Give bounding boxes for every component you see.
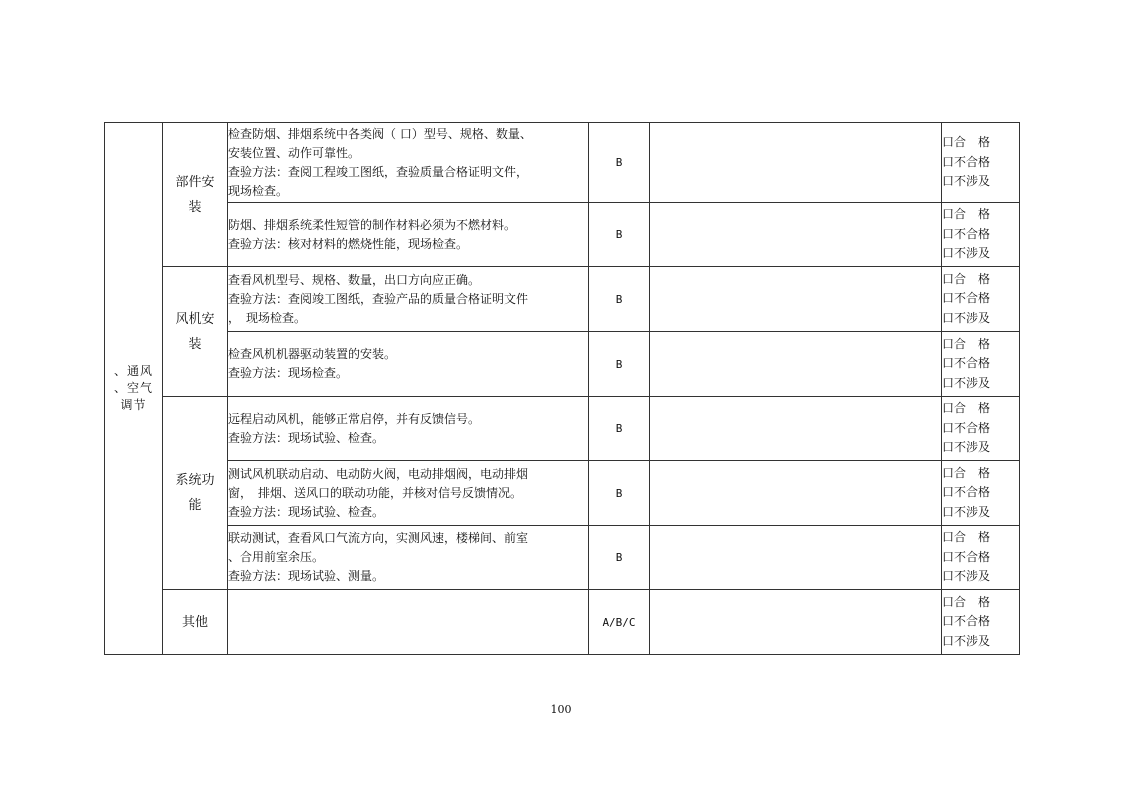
importance-level: B	[589, 123, 650, 203]
result-fail-option[interactable]: 口不合格	[942, 420, 991, 435]
result-fail-option[interactable]: 口不合格	[942, 485, 991, 500]
system-category-line: 调节	[120, 398, 147, 412]
content-line: 现场检查。	[228, 183, 289, 198]
result-pass-option[interactable]: 口合 格	[942, 594, 991, 609]
result-options	[942, 267, 1020, 332]
inspection-content	[228, 526, 589, 590]
importance-level: B	[589, 267, 650, 332]
content-line: 查看风机型号、规格、数量，出口方向应正确。	[228, 272, 481, 287]
result-options	[942, 397, 1020, 461]
result-na-option[interactable]: 口不涉及	[942, 375, 991, 390]
inspection-content[interactable]	[228, 590, 589, 655]
content-line: 查验方法：现场试验、检查。	[228, 430, 385, 445]
subitem-label-line: 其他	[181, 614, 208, 630]
result-fail-option[interactable]: 口不合格	[942, 291, 991, 306]
inspection-content	[228, 461, 589, 526]
importance-level: A/B/C	[589, 590, 650, 655]
inspection-content	[228, 397, 589, 461]
table-row	[105, 590, 1020, 655]
result-na-option[interactable]: 口不涉及	[942, 633, 991, 648]
result-options	[942, 203, 1020, 267]
record-cell[interactable]	[650, 332, 942, 397]
table-row	[105, 397, 1020, 461]
content-line: 查验方法：核对材料的燃烧性能，现场检查。	[228, 236, 469, 251]
result-fail-option[interactable]: 口不合格	[942, 226, 991, 241]
subitem-label-line: 风机安	[175, 311, 215, 327]
subitem-label-line: 装	[188, 336, 202, 352]
result-pass-option[interactable]: 口合 格	[942, 135, 991, 150]
importance-level: B	[589, 461, 650, 526]
system-category-line: 、通风	[113, 364, 153, 378]
importance-level: B	[589, 397, 650, 461]
inspection-table	[104, 122, 1020, 655]
record-cell[interactable]	[650, 590, 942, 655]
system-category-cell	[105, 123, 163, 655]
content-line: 查验方法：现场检查。	[228, 366, 349, 380]
result-pass-option[interactable]: 口合 格	[942, 207, 991, 222]
result-options	[942, 123, 1020, 203]
result-fail-option[interactable]: 口不合格	[942, 549, 991, 564]
content-line: 窗， 排烟、送风口的联动功能，并核对信号反馈情况。	[228, 485, 523, 500]
table-row	[105, 461, 1020, 526]
subitem-other	[163, 590, 228, 655]
table-row	[105, 332, 1020, 397]
result-pass-option[interactable]: 口合 格	[942, 465, 991, 480]
table-row	[105, 203, 1020, 267]
result-na-option[interactable]: 口不涉及	[942, 174, 991, 189]
result-fail-option[interactable]: 口不合格	[942, 614, 991, 629]
record-cell[interactable]	[650, 397, 942, 461]
content-line: 远程启动风机，能够正常启停，并有反馈信号。	[228, 411, 481, 426]
inspection-content	[228, 123, 589, 203]
result-na-option[interactable]: 口不涉及	[942, 246, 991, 261]
content-line: 测试风机联动启动、电动防火阀，电动排烟阀，电动排烟	[228, 466, 529, 481]
record-cell[interactable]	[650, 123, 942, 203]
subitem-label-line: 系统功	[175, 473, 215, 488]
content-line: 查验方法：查阅竣工图纸，查验产品的质量合格证明文件	[228, 291, 529, 306]
subitem-label-line: 装	[188, 199, 202, 215]
content-line: 、合用前室余压。	[228, 550, 325, 564]
content-line: 防烟、排烟系统柔性短管的制作材料必须为不燃材料。	[228, 217, 517, 232]
result-options	[942, 461, 1020, 526]
page-number: 100	[550, 703, 572, 716]
content-line: ， 现场检查。	[228, 310, 307, 325]
result-fail-option[interactable]: 口不合格	[942, 356, 991, 371]
content-line: 查验方法：现场试验、测量。	[228, 569, 385, 583]
content-line: 检查防烟、排烟系统中各类阀（ 口）型号、规格、数量、	[228, 126, 532, 141]
result-pass-option[interactable]: 口合 格	[942, 336, 991, 351]
content-line: 检查风机机器驱动装置的安装。	[228, 347, 397, 361]
table-row	[105, 123, 1020, 203]
importance-level: B	[589, 203, 650, 267]
subitem-label-line: 部件安	[175, 174, 215, 190]
record-cell[interactable]	[650, 526, 942, 590]
result-pass-option[interactable]: 口合 格	[942, 271, 991, 286]
content-line: 查验方法：现场试验、检查。	[228, 504, 385, 519]
importance-level: B	[589, 526, 650, 590]
result-na-option[interactable]: 口不涉及	[942, 569, 991, 584]
result-na-option[interactable]: 口不涉及	[942, 504, 991, 519]
content-line: 联动测试，查看风口气流方向，实测风速，楼梯间、前室	[228, 531, 529, 545]
result-na-option[interactable]: 口不涉及	[942, 440, 991, 455]
result-options	[942, 590, 1020, 655]
inspection-content	[228, 203, 589, 267]
inspection-content	[228, 332, 589, 397]
result-options	[942, 526, 1020, 590]
content-line: 安装位置、动作可靠性。	[228, 145, 361, 160]
result-pass-option[interactable]: 口合 格	[942, 401, 991, 416]
table-row	[105, 526, 1020, 590]
subitem-label-line: 能	[188, 498, 202, 513]
record-cell[interactable]	[650, 203, 942, 267]
record-cell[interactable]	[650, 461, 942, 526]
inspection-content	[228, 267, 589, 332]
table-row	[105, 267, 1020, 332]
subitem-component-install	[163, 123, 228, 267]
result-options	[942, 332, 1020, 397]
system-category-line: 、空气	[113, 381, 153, 395]
importance-level: B	[589, 332, 650, 397]
result-na-option[interactable]: 口不涉及	[942, 310, 991, 325]
result-pass-option[interactable]: 口合 格	[942, 530, 991, 545]
result-fail-option[interactable]: 口不合格	[942, 154, 991, 169]
record-cell[interactable]	[650, 267, 942, 332]
content-line: 查验方法：查阅工程竣工图纸，查验质量合格证明文件，	[228, 164, 529, 179]
subitem-system-function	[163, 397, 228, 590]
subitem-fan-install	[163, 267, 228, 397]
